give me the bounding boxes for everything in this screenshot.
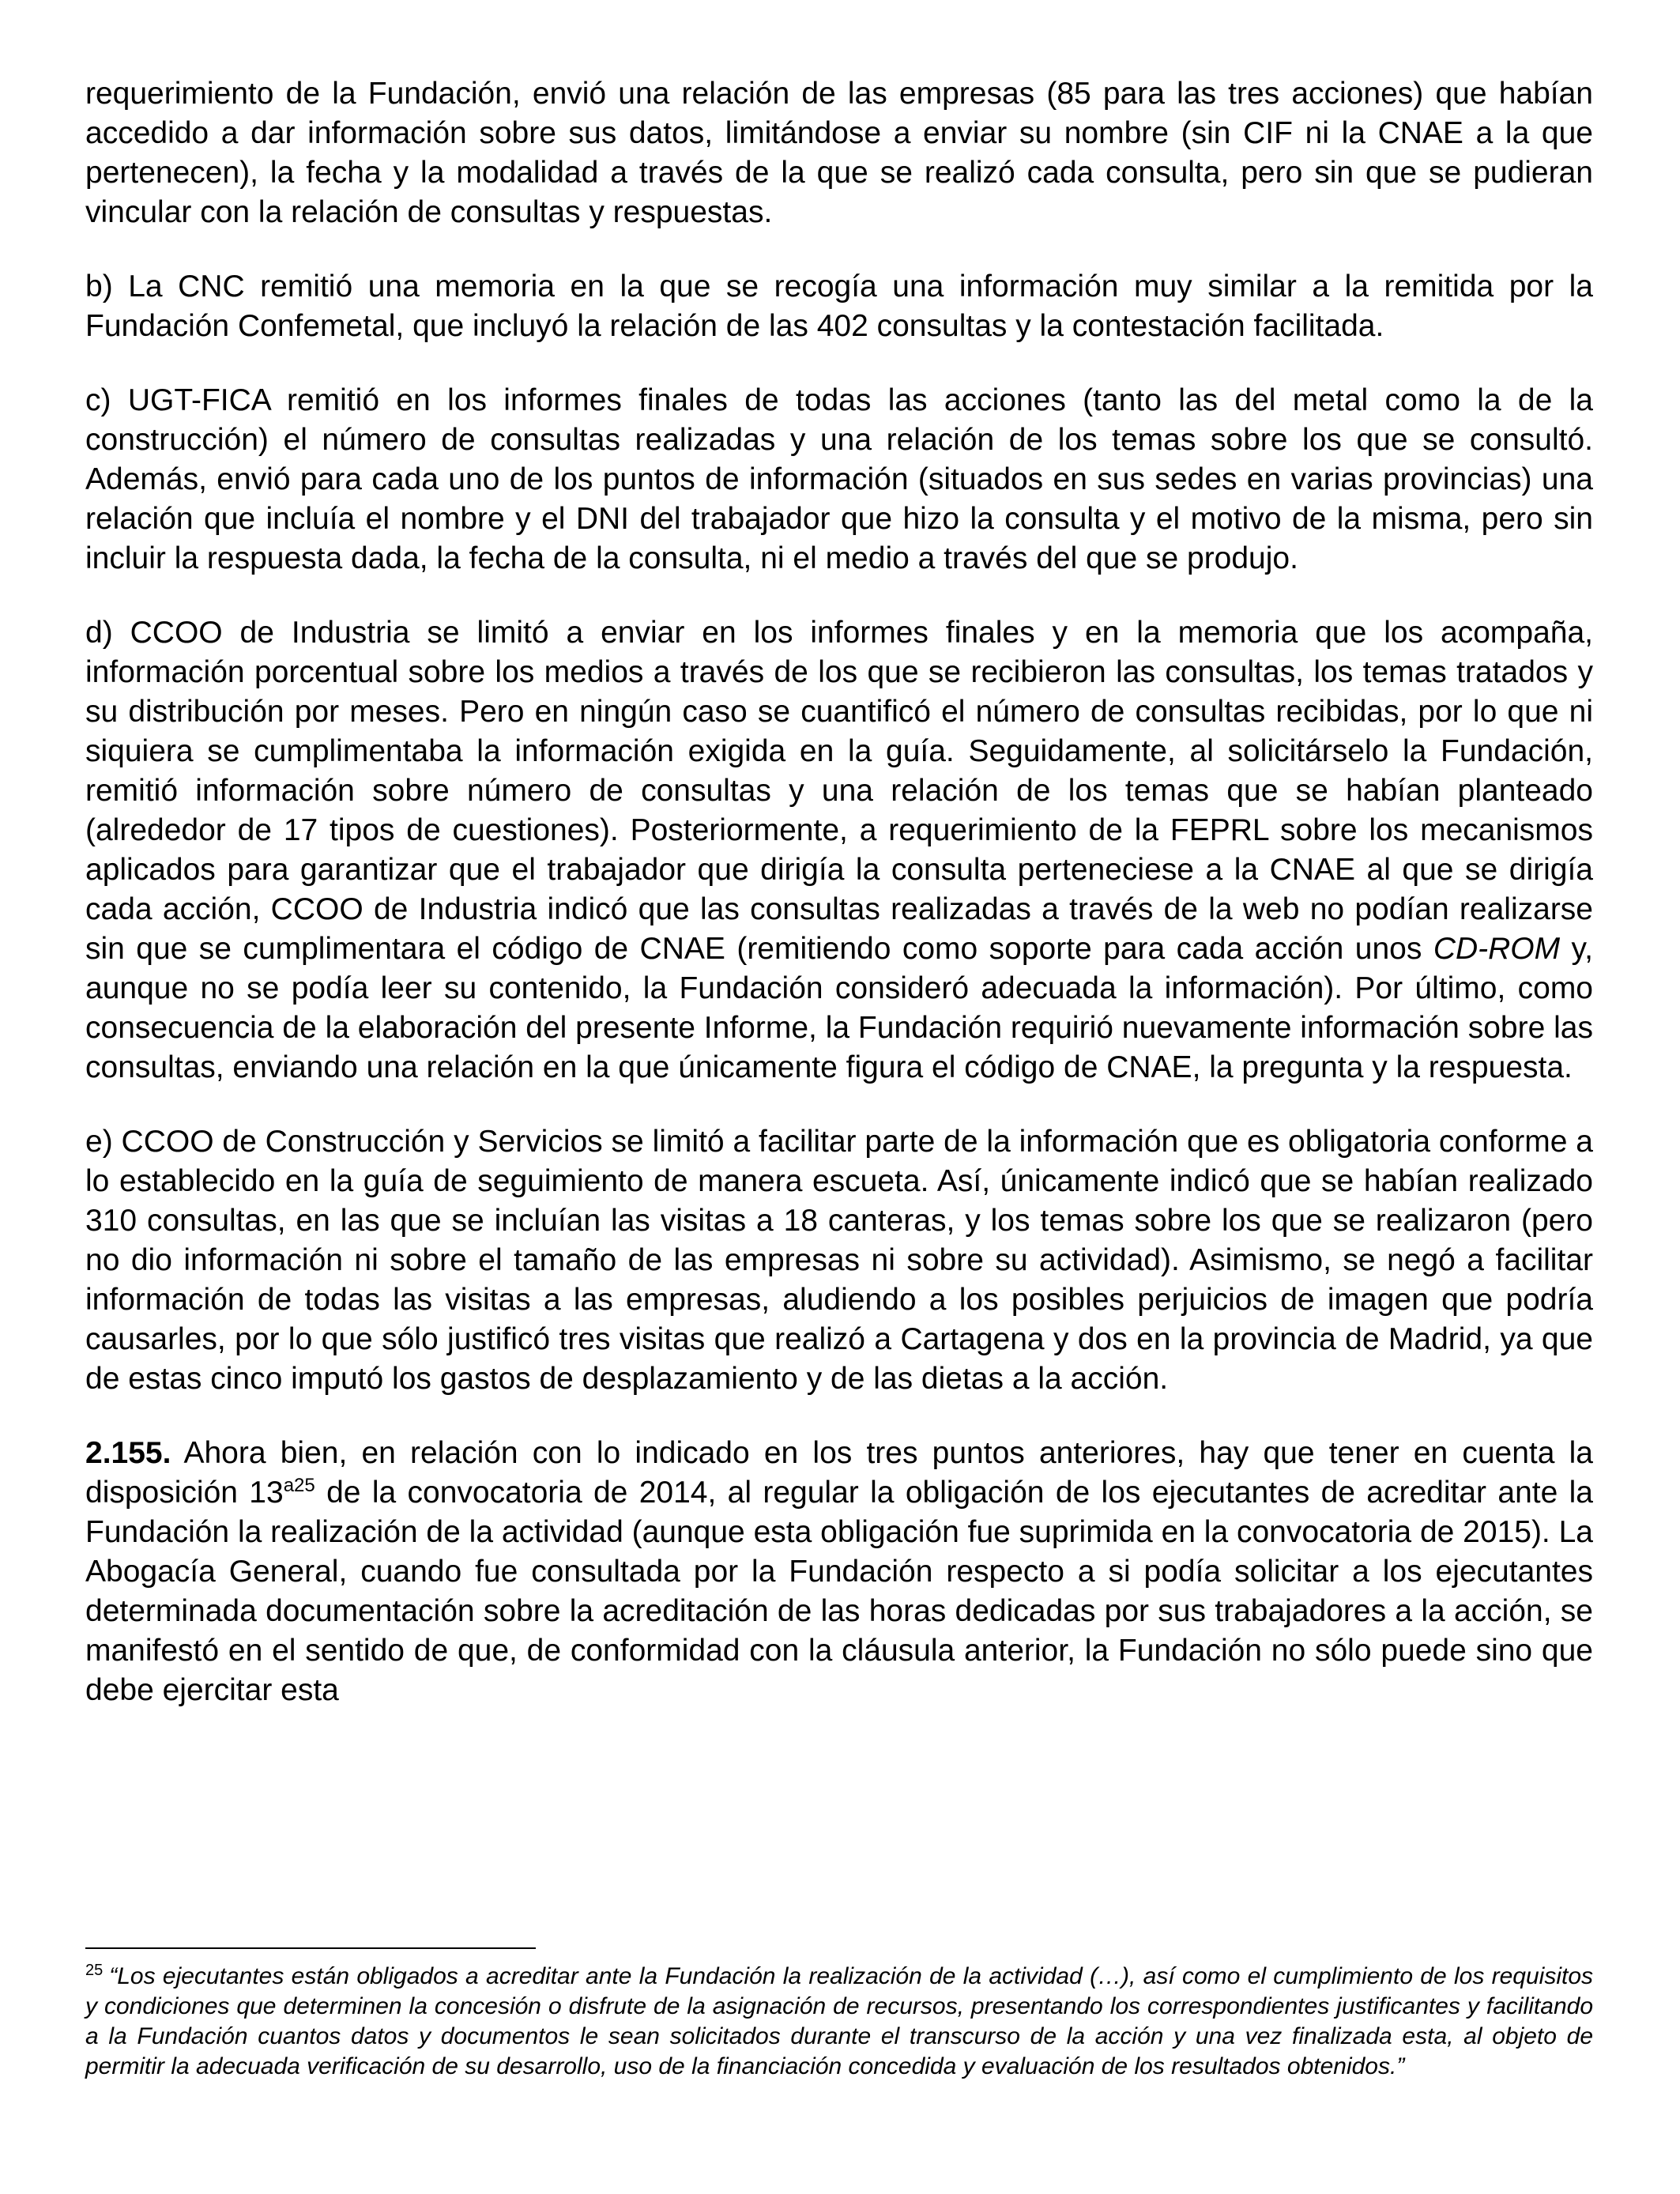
paragraph-2-155-text-1: Ahora bien, en relación con lo indicado en los tres puntos anteriores, hay que tener en cuenta la disposición 13: [85, 1436, 1593, 1510]
paragraph-e: e) CCOO de Construcción y Servicios se limitó a facilitar parte de la información que es obligatoria conforme a lo establecido en la guía de seguimiento de manera escueta. Así, únicamente indicó que se habían realizado 310 consultas, en las que se incluían las visitas a 18 canteras, y los temas sobre los que se realizaron (pero no dio información ni sobre el tamaño de las empresas ni sobre su actividad). Asimismo, se negó a facilitar información de todas las visitas a las empresas, aludiendo a los posibles perjuicios de imagen que podría causarles, por lo que sólo justificó tres visitas que realizó a Cartagena y dos en la provincia de Madrid, ya que de estas cinco imputó los gastos de desplazamiento y de las dietas a la acción.: [85, 1125, 1593, 1396]
paragraph-d: [85, 613, 1593, 1088]
paragraph-d-text-1: d) CCOO de Industria se limitó a enviar en los informes finales y en la memoria que los acompaña, información porcentual sobre los medios a través de los que se recibieron las consultas, los temas tratados y su distribución por meses. Pero en ningún caso se cuantificó el número de consultas recibidas, por lo que ni siquiera se cumplimentaba la información exigida en la guía. Seguidamente, al solicitárselo la Fundación, remitió información sobre número de consultas y una relación de los temas que se habían planteado (alrededor de 17 tipos de cuestiones). Posteriormente, a requerimiento de la FEPRL sobre los mecanismos aplicados para garantizar que el trabajador que dirigía la consulta perteneciese a la CNAE al que se dirigía cada acción, CCOO de Industria indicó que las consultas realizadas a través de la web no podían realizarse sin que se cumplimentara el código de CNAE (remitiendo como soporte para cada acción unos: [85, 616, 1593, 966]
footnote: [85, 1962, 1593, 2082]
footnote-mark: 25: [85, 1962, 104, 1979]
paragraph-b: b) La CNC remitió una memoria en la que se recogía una información muy similar a la remitida por la Fundación Confemetal, que incluyó la relación de las 402 consultas y la contestación facilitada.: [85, 270, 1593, 343]
footnote-reference[interactable]: a25: [283, 1475, 315, 1496]
paragraph-d-italic: CD-ROM: [1433, 932, 1561, 966]
paragraph-number: 2.155.: [85, 1436, 171, 1470]
paragraph-2-155: [85, 1434, 1593, 1710]
paragraph-d-text-2: y, aunque no se podía leer su contenido, la Fundación consideró adecuada la información). Por último, como consecuencia de la elaboración del presente Informe, la Fundación requirió nuevamente información sobre las consultas, enviando una relación en la que únicamente figura el código de CNAE, la pregunta y la respuesta.: [85, 932, 1593, 1084]
document-body: [85, 74, 1593, 1745]
footnote-text: “Los ejecutantes están obligados a acreditar ante la Fundación la realización de la actividad (…), así como el cumplimiento de los requisitos y condiciones que determinen la concesión o disfrute de la asignación de recursos, presentando los correspondientes justificantes y facilitando a la Fundación cuantos datos y documentos le sean solicitados durante el transcurso de la acción y una vez finalizada esta, al objeto de permitir la adecuada verificación de su desarrollo, uso de la financiación concedida y evaluación de los resultados obtenidos.”: [85, 1963, 1593, 2079]
paragraph-continuation: requerimiento de la Fundación, envió una relación de las empresas (85 para las tres acciones) que habían accedido a dar información sobre sus datos, limitándose a enviar su nombre (sin CIF ni la CNAE a la que pertenecen), la fecha y la modalidad a través de la que se realizó cada consulta, pero sin que se pudieran vincular con la relación de consultas y respuestas.: [85, 77, 1593, 229]
paragraph-c: c) UGT-FICA remitió en los informes finales de todas las acciones (tanto las del metal como la de la construcción) el número de consultas realizadas y una relación de los temas sobre los que se consultó. Además, envió para cada uno de los puntos de información (situados en sus sedes en varias provincias) una relación que incluía el nombre y el DNI del trabajador que hizo la consulta y el motivo de la misma, pero sin incluir la respuesta dada, la fecha de la consulta, ni el medio a través del que se produjo.: [85, 383, 1593, 575]
paragraph-2-155-text-2: de la convocatoria de 2014, al regular la obligación de los ejecutantes de acreditar ante la Fundación la realización de la actividad (aunque esta obligación fue suprimida en la convocatoria de 2015). La Abogacía General, cuando fue consultada por la Fundación respecto a si podía solicitar a los ejecutantes determinada documentación sobre la acreditación de las horas dedicadas por sus trabajadores a la acción, se manifestó en el sentido de que, de conformidad con la cláusula anterior, la Fundación no sólo puede sino que debe ejercitar esta: [85, 1476, 1593, 1707]
footnote-separator: [85, 1947, 536, 1949]
